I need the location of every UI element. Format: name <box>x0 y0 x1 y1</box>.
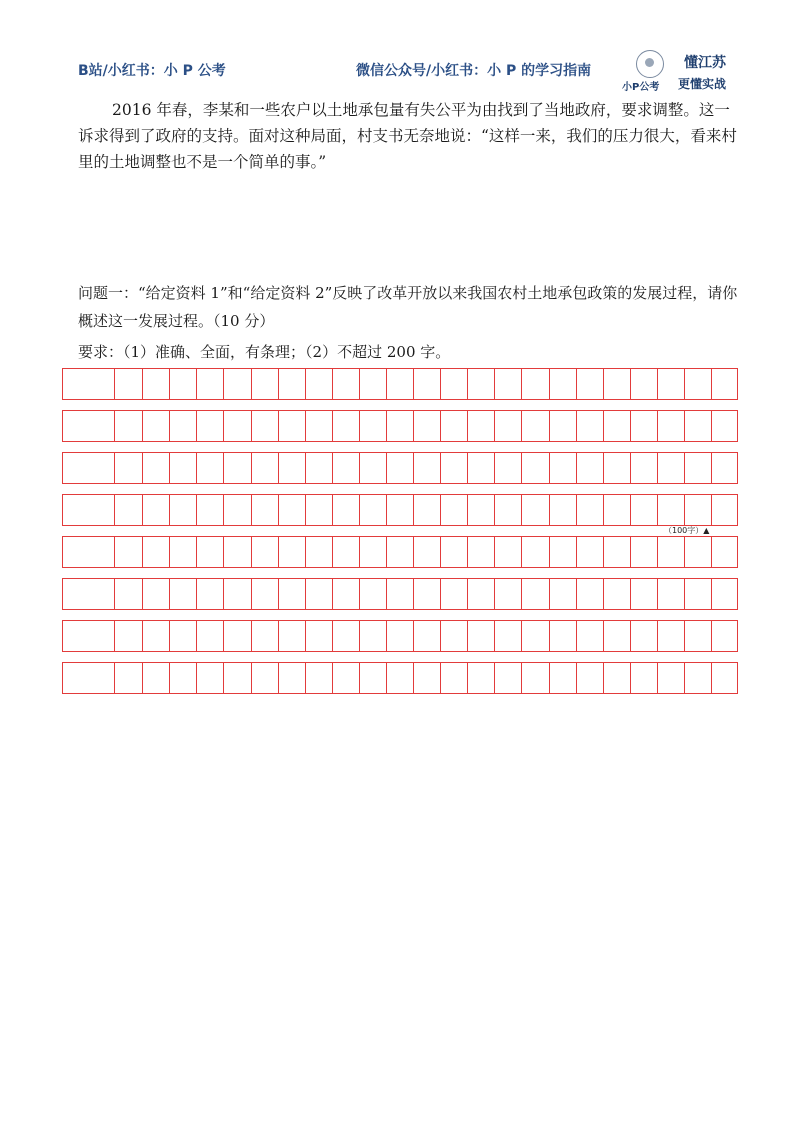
brand-logo <box>622 50 742 92</box>
grid-cell-divider <box>630 453 631 483</box>
header-right-source: 微信公众号/小红书：小 P 的学习指南 <box>356 63 592 79</box>
grid-cell-divider <box>114 621 115 651</box>
grid-cell-divider <box>467 411 468 441</box>
grid-cell-divider <box>251 495 252 525</box>
grid-cell-divider <box>440 663 441 693</box>
grid-cell-divider <box>62 537 63 567</box>
grid-cell-divider <box>332 411 333 441</box>
grid-cell-divider <box>386 369 387 399</box>
grid-cell-divider <box>603 579 604 609</box>
grid-cell-divider <box>576 579 577 609</box>
answer-grid-row[interactable] <box>62 536 738 568</box>
logo-sub-text: 小P公考 <box>622 82 660 93</box>
grid-cell-divider <box>684 621 685 651</box>
grid-cell-divider <box>223 621 224 651</box>
grid-cell-divider <box>305 369 306 399</box>
grid-cell-divider <box>114 537 115 567</box>
grid-cell-divider <box>142 579 143 609</box>
grid-cell-divider <box>630 369 631 399</box>
grid-cell-divider <box>657 369 658 399</box>
grid-cell-divider <box>549 663 550 693</box>
grid-cell-divider <box>305 411 306 441</box>
logo-line2: 更懂实战 <box>678 77 727 91</box>
grid-cell-divider <box>359 495 360 525</box>
grid-cell-divider <box>576 369 577 399</box>
grid-cell-divider <box>196 537 197 567</box>
grid-cell-divider <box>223 579 224 609</box>
grid-cell-divider <box>223 537 224 567</box>
grid-cell-divider <box>440 537 441 567</box>
grid-cell-divider <box>278 369 279 399</box>
grid-cell-divider <box>278 663 279 693</box>
grid-cell-divider <box>305 663 306 693</box>
grid-cell-divider <box>413 621 414 651</box>
grid-cell-divider <box>467 621 468 651</box>
grid-cell-divider <box>386 411 387 441</box>
grid-cell-divider <box>386 453 387 483</box>
grid-cell-divider <box>657 453 658 483</box>
grid-cell-divider <box>630 411 631 441</box>
grid-cell-divider <box>62 495 63 525</box>
grid-cell-divider <box>196 369 197 399</box>
grid-cell-divider <box>657 411 658 441</box>
grid-cell-divider <box>657 663 658 693</box>
grid-cell-divider <box>169 411 170 441</box>
grid-cell-divider <box>169 369 170 399</box>
grid-cell-divider <box>630 495 631 525</box>
grid-cell-divider <box>521 621 522 651</box>
grid-cell-divider <box>684 453 685 483</box>
grid-cell-divider <box>278 453 279 483</box>
grid-cell-divider <box>494 453 495 483</box>
grid-cell-divider <box>657 537 658 567</box>
grid-cell-divider <box>521 537 522 567</box>
grid-cell-divider <box>494 621 495 651</box>
grid-cell-divider <box>737 537 738 567</box>
grid-cell-divider <box>467 453 468 483</box>
grid-cell-divider <box>549 537 550 567</box>
grid-cell-divider <box>684 663 685 693</box>
grid-cell-divider <box>684 411 685 441</box>
answer-grid-row[interactable] <box>62 410 738 442</box>
grid-cell-divider <box>737 579 738 609</box>
grid-cell-divider <box>142 495 143 525</box>
grid-cell-divider <box>62 453 63 483</box>
grid-cell-divider <box>332 621 333 651</box>
grid-cell-divider <box>169 453 170 483</box>
grid-cell-divider <box>711 621 712 651</box>
grid-cell-divider <box>711 411 712 441</box>
grid-cell-divider <box>359 579 360 609</box>
grid-cell-divider <box>467 663 468 693</box>
grid-cell-divider <box>737 663 738 693</box>
grid-cell-divider <box>278 411 279 441</box>
grid-cell-divider <box>386 495 387 525</box>
grid-cell-divider <box>251 453 252 483</box>
header-left-source: B站/小红书：小 P 公考 <box>78 63 226 79</box>
grid-cell-divider <box>711 663 712 693</box>
grid-cell-divider <box>737 495 738 525</box>
grid-cell-divider <box>440 621 441 651</box>
answer-grid-row[interactable] <box>62 662 738 694</box>
grid-cell-divider <box>386 537 387 567</box>
grid-cell-divider <box>359 369 360 399</box>
grid-cell-divider <box>684 369 685 399</box>
grid-cell-divider <box>549 453 550 483</box>
grid-cell-divider <box>413 579 414 609</box>
grid-cell-divider <box>359 621 360 651</box>
logo-emblem-icon <box>636 50 664 78</box>
answer-grid-row[interactable] <box>62 494 738 526</box>
answer-grid-row[interactable] <box>62 452 738 484</box>
grid-cell-divider <box>305 621 306 651</box>
answer-grid-row[interactable] <box>62 578 738 610</box>
grid-cell-divider <box>711 369 712 399</box>
question-requirement: 要求：（1）准确、全面，有条理；（2）不超过 200 字。 <box>78 343 451 361</box>
grid-cell-divider <box>142 621 143 651</box>
grid-cell-divider <box>549 369 550 399</box>
grid-cell-divider <box>169 495 170 525</box>
grid-cell-divider <box>549 579 550 609</box>
grid-cell-divider <box>305 495 306 525</box>
grid-cell-divider <box>494 495 495 525</box>
grid-cell-divider <box>603 537 604 567</box>
grid-cell-divider <box>630 621 631 651</box>
grid-cell-divider <box>576 537 577 567</box>
grid-cell-divider <box>142 537 143 567</box>
grid-cell-divider <box>603 621 604 651</box>
grid-cell-divider <box>196 411 197 441</box>
grid-cell-divider <box>169 579 170 609</box>
grid-cell-divider <box>657 579 658 609</box>
grid-cell-divider <box>684 579 685 609</box>
grid-cell-divider <box>251 369 252 399</box>
grid-cell-divider <box>657 621 658 651</box>
grid-cell-divider <box>603 369 604 399</box>
grid-cell-divider <box>467 495 468 525</box>
grid-cell-divider <box>251 411 252 441</box>
grid-cell-divider <box>169 537 170 567</box>
grid-cell-divider <box>521 495 522 525</box>
grid-cell-divider <box>603 495 604 525</box>
grid-cell-divider <box>549 495 550 525</box>
grid-cell-divider <box>630 663 631 693</box>
grid-cell-divider <box>196 579 197 609</box>
grid-cell-divider <box>494 663 495 693</box>
grid-cell-divider <box>576 621 577 651</box>
grid-cell-divider <box>413 369 414 399</box>
grid-cell-divider <box>737 411 738 441</box>
grid-cell-divider <box>223 663 224 693</box>
grid-cell-divider <box>521 453 522 483</box>
grid-cell-divider <box>603 411 604 441</box>
grid-cell-divider <box>576 453 577 483</box>
grid-cell-divider <box>169 663 170 693</box>
grid-cell-divider <box>576 411 577 441</box>
grid-cell-divider <box>603 453 604 483</box>
grid-cell-divider <box>332 579 333 609</box>
grid-cell-divider <box>413 537 414 567</box>
grid-cell-divider <box>114 369 115 399</box>
grid-cell-divider <box>413 411 414 441</box>
grid-cell-divider <box>684 537 685 567</box>
grid-cell-divider <box>467 369 468 399</box>
grid-cell-divider <box>142 411 143 441</box>
grid-cell-divider <box>576 663 577 693</box>
grid-cell-divider <box>494 537 495 567</box>
grid-cell-divider <box>62 621 63 651</box>
grid-cell-divider <box>440 411 441 441</box>
grid-cell-divider <box>711 495 712 525</box>
grid-cell-divider <box>251 537 252 567</box>
grid-cell-divider <box>521 369 522 399</box>
grid-cell-divider <box>737 621 738 651</box>
grid-cell-divider <box>549 411 550 441</box>
grid-cell-divider <box>142 453 143 483</box>
grid-cell-divider <box>223 453 224 483</box>
grid-cell-divider <box>223 411 224 441</box>
grid-cell-divider <box>737 369 738 399</box>
grid-cell-divider <box>440 495 441 525</box>
grid-cell-divider <box>332 369 333 399</box>
answer-grid-row[interactable] <box>62 620 738 652</box>
grid-cell-divider <box>467 537 468 567</box>
grid-cell-divider <box>114 579 115 609</box>
grid-cell-divider <box>657 495 658 525</box>
grid-cell-divider <box>386 663 387 693</box>
grid-cell-divider <box>251 621 252 651</box>
grid-cell-divider <box>305 537 306 567</box>
grid-cell-divider <box>278 495 279 525</box>
grid-cell-divider <box>62 411 63 441</box>
grid-cell-divider <box>332 453 333 483</box>
grid-cell-divider <box>521 579 522 609</box>
grid-cell-divider <box>305 579 306 609</box>
grid-cell-divider <box>521 411 522 441</box>
word-count-mark: （100字）▲ <box>664 526 710 535</box>
grid-cell-divider <box>169 621 170 651</box>
grid-cell-divider <box>359 411 360 441</box>
grid-cell-divider <box>494 369 495 399</box>
grid-cell-divider <box>440 369 441 399</box>
grid-cell-divider <box>440 579 441 609</box>
grid-cell-divider <box>440 453 441 483</box>
logo-line1: 懂江苏 <box>684 55 726 71</box>
grid-cell-divider <box>603 663 604 693</box>
grid-cell-divider <box>332 537 333 567</box>
grid-cell-divider <box>494 579 495 609</box>
grid-cell-divider <box>386 579 387 609</box>
grid-cell-divider <box>196 495 197 525</box>
grid-cell-divider <box>413 495 414 525</box>
grid-cell-divider <box>359 537 360 567</box>
grid-cell-divider <box>114 663 115 693</box>
grid-cell-divider <box>196 663 197 693</box>
grid-cell-divider <box>386 621 387 651</box>
grid-cell-divider <box>251 663 252 693</box>
grid-cell-divider <box>62 579 63 609</box>
grid-cell-divider <box>278 537 279 567</box>
grid-cell-divider <box>494 411 495 441</box>
grid-cell-divider <box>711 537 712 567</box>
grid-cell-divider <box>223 495 224 525</box>
material-paragraph: 2016 年春，李某和一些农户以土地承包量有失公平为由找到了当地政府，要求调整。这一诉求得到了政府的支持。面对这种局面，村支书无奈地说：“这样一来，我们的压力很大，看来村里的土地调整也不是一个简单的事。” <box>78 101 737 171</box>
grid-cell-divider <box>114 495 115 525</box>
grid-cell-divider <box>142 369 143 399</box>
grid-cell-divider <box>332 663 333 693</box>
grid-cell-divider <box>359 663 360 693</box>
grid-cell-divider <box>278 579 279 609</box>
grid-cell-divider <box>711 453 712 483</box>
grid-cell-divider <box>359 453 360 483</box>
grid-cell-divider <box>62 369 63 399</box>
grid-cell-divider <box>576 495 577 525</box>
grid-cell-divider <box>413 453 414 483</box>
grid-cell-divider <box>196 621 197 651</box>
grid-cell-divider <box>521 663 522 693</box>
grid-cell-divider <box>711 579 712 609</box>
grid-cell-divider <box>114 453 115 483</box>
grid-cell-divider <box>332 495 333 525</box>
grid-cell-divider <box>142 663 143 693</box>
grid-cell-divider <box>114 411 115 441</box>
grid-cell-divider <box>223 369 224 399</box>
grid-cell-divider <box>251 579 252 609</box>
grid-cell-divider <box>278 621 279 651</box>
grid-cell-divider <box>630 579 631 609</box>
grid-cell-divider <box>467 579 468 609</box>
grid-cell-divider <box>62 663 63 693</box>
grid-cell-divider <box>684 495 685 525</box>
answer-grid-row[interactable] <box>62 368 738 400</box>
grid-cell-divider <box>549 621 550 651</box>
grid-cell-divider <box>305 453 306 483</box>
grid-cell-divider <box>630 537 631 567</box>
grid-cell-divider <box>413 663 414 693</box>
question-text: 问题一：“给定资料 1”和“给定资料 2”反映了改革开放以来我国农村土地承包政策的发展过程，请你概述这一发展过程。（10 分） <box>78 284 738 330</box>
grid-cell-divider <box>737 453 738 483</box>
grid-cell-divider <box>196 453 197 483</box>
